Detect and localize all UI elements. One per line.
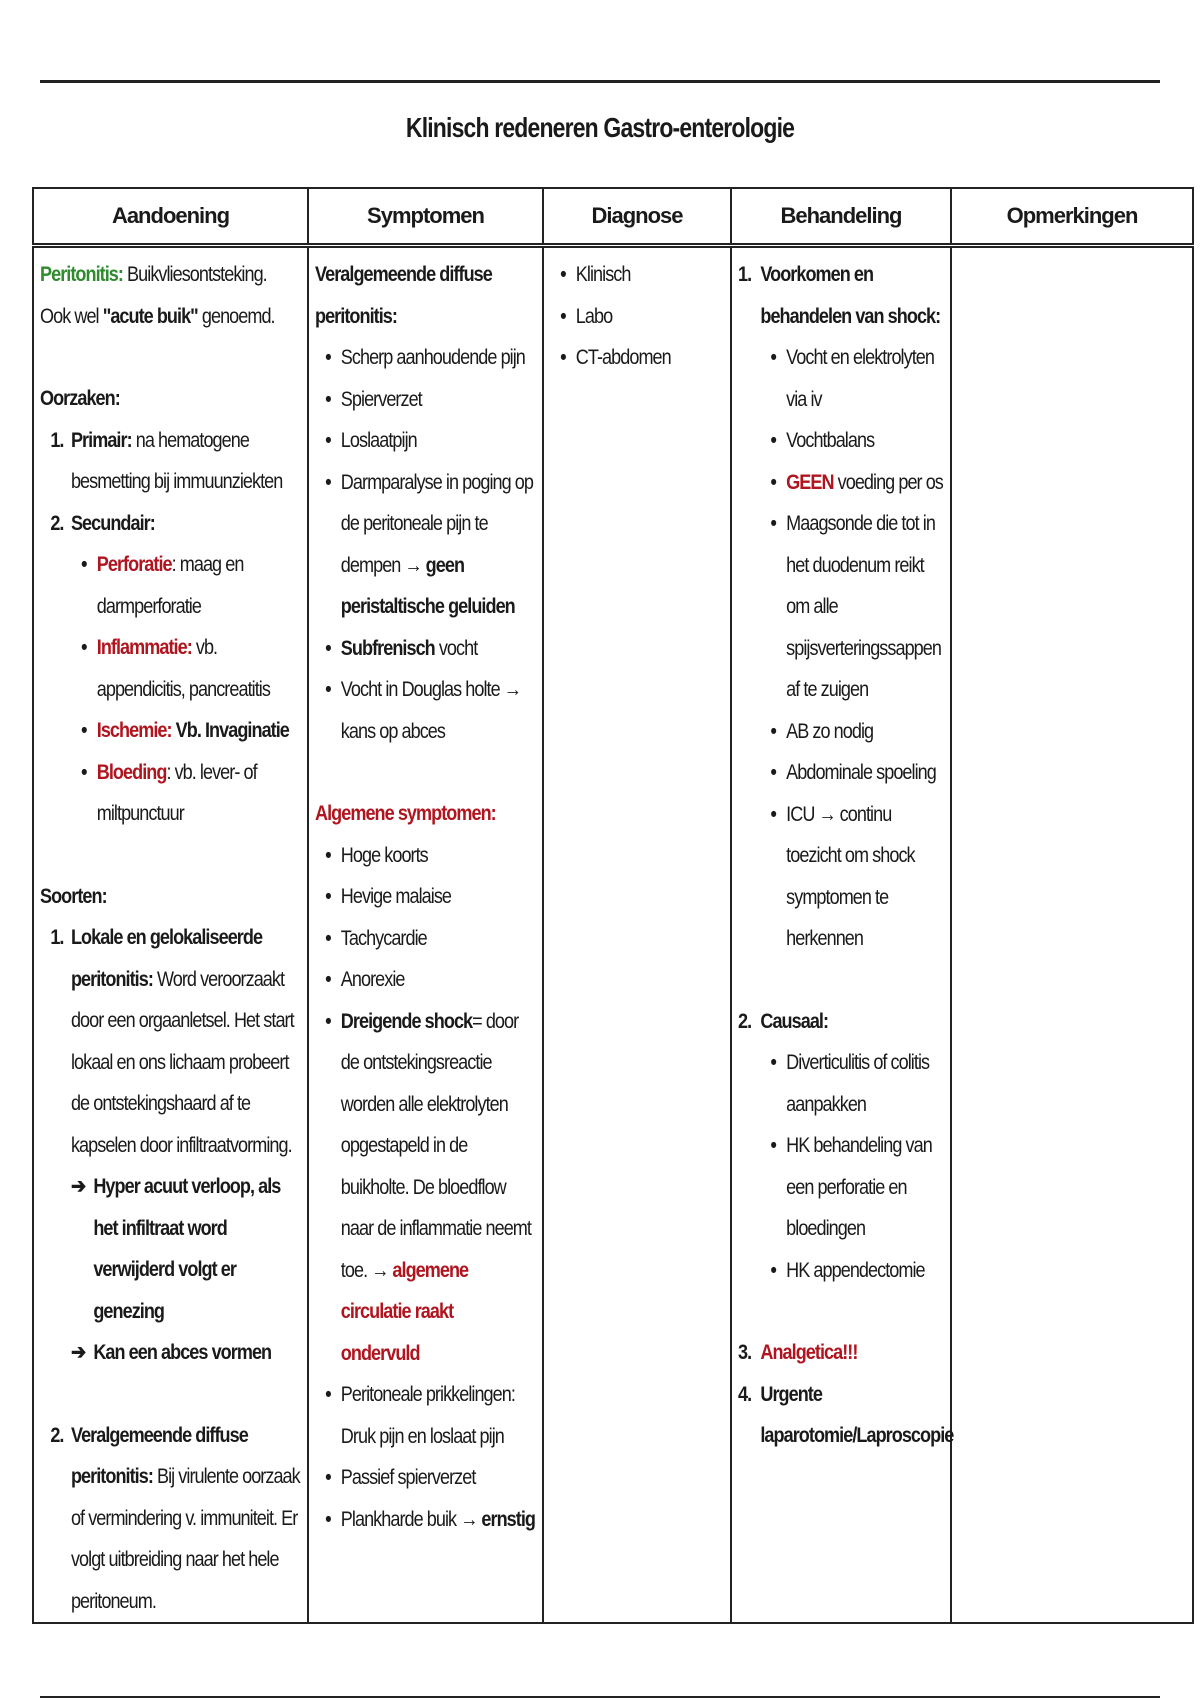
condition-term: Peritonitis: [40,263,123,286]
soorten-heading: Soorten: [40,884,107,908]
arrow-icon: ➔ [70,1341,86,1364]
list-item: • HK appendectomie [760,1250,943,1292]
col-header-diagnose: Diagnose [543,188,731,246]
page-title: Klinisch redeneren Gastro-enterologie [405,112,795,143]
bullet-icon: • [770,719,776,743]
list-item: • Subfrenisch vocht [315,628,535,670]
col-header-behandeling: Behandeling [731,188,951,246]
list-item: • Spierverzet [315,379,535,421]
clinical-table [32,187,1194,1624]
list-item: • Diverticulitis of colitis aanpakken [760,1042,943,1125]
bullet-icon: • [770,1051,776,1074]
list-item: 1. Lokale en gelokaliseerde peritonitis: Word veroorzaakt door een orgaanletsel. Het start lokaal en ons lichaam probeert de ontstekingshaard af te kapselen door infiltraatvorming. [50,926,294,1157]
bullet-icon: • [770,429,776,452]
list-item: • Vocht in Douglas holte → kans op abces [315,669,535,752]
bullet-icon: • [325,1009,331,1033]
bullet-icon: • [325,429,331,452]
bullet-icon: • [325,636,331,660]
bullet-icon: • [325,387,331,411]
bullet-icon: • [325,1383,331,1406]
bullet-icon: • [770,761,776,784]
bullet-icon: • [81,553,87,576]
list-item: • ICU → continu toezicht om shock symptomen te herkennen [760,794,943,960]
list-item: 1. Voorkomen en behandelen van shock: [738,263,941,328]
table-row [33,246,1193,1624]
bullet-icon: • [325,885,331,908]
bullet-icon: • [325,1507,331,1531]
bullet-icon: • [325,346,331,369]
cell-diagnose [543,246,731,1624]
list-item: • GEEN voeding per os [760,462,943,504]
top-rule [40,80,1160,83]
list-item: 3. Analgetica!!! [738,1341,858,1364]
list-item: • Tachycardie [315,918,535,960]
list-item: 2. Causaal: [738,1009,829,1033]
list-item: • Klinisch [550,254,724,296]
list-item: • Inflammatie: vb. appendicitis, pancreatitis [71,627,300,710]
list-item: 2. Secundair: [50,511,155,535]
list-item: • Anorexie [315,959,535,1001]
bullet-icon: • [770,470,776,494]
bullet-icon: • [770,512,776,535]
list-item: • CT-abdomen [550,337,724,379]
bullet-icon: • [325,1466,331,1489]
list-item: • Maagsonde die tot in het duodenum reikt om alle spijsverteringssappen af te zuigen [760,503,943,711]
cell-aandoening [33,246,308,1624]
list-item: • Hoge koorts [315,835,535,877]
list-item: • Vochtbalans [760,420,943,462]
list-item: ➔ Hyper acuut verloop, als het infiltraat word verwijderd volgt er genezing [71,1166,300,1332]
bullet-icon: • [560,346,566,369]
bullet-icon: • [770,1134,776,1157]
list-item: • Ischemie: Vb. Invaginatie [71,710,300,752]
bullet-icon: • [560,263,566,286]
bullet-icon: • [770,1258,776,1282]
list-item: • Perforatie: maag en darmperforatie [71,544,300,627]
list-item: ➔ Kan een abces vormen [71,1332,300,1374]
bullet-icon: • [325,926,331,950]
list-item: • Plankharde buik → ernstig [315,1499,535,1541]
arrow-icon: ➔ [70,1175,86,1198]
cell-symptomen [308,246,543,1624]
definition: Peritonitis: Buikvliesontsteking. Ook wel "acute buik" genoemd. [40,263,275,328]
bullet-icon: • [325,843,331,867]
col-header-aandoening: Aandoening [33,188,308,246]
bullet-icon: • [770,346,776,369]
algemeen-heading: Algemene symptomen: [315,802,496,825]
bullet-icon: • [560,304,566,328]
list-item: • Hevige malaise [315,876,535,918]
cell-opmerkingen [951,246,1193,1624]
list-item: • Bloeding: vb. lever- of miltpunctuur [71,752,300,835]
list-item: • Dreigende shock= door de ontstekingsreactie worden alle elektrolyten opgestapeld in de buikholte. De bloedflow naar de inflammatie neemt toe. → algemene circulatie raakt ondervuld [315,1001,535,1375]
bullet-icon: • [81,760,87,784]
bullet-icon: • [81,719,87,742]
list-item: • Passief spierverzet [315,1457,535,1499]
symptomen-heading: Veralgemeende diffuse peritonitis: [315,263,492,328]
oorzaken-heading: Oorzaken: [40,387,120,410]
list-item: 1. Primair: na hematogene besmetting bij immuunziekten [50,428,283,493]
bullet-icon: • [325,968,331,991]
col-header-opmerkingen: Opmerkingen [951,188,1193,246]
list-item: • Scherp aanhoudende pijn [315,337,535,379]
bullet-icon: • [325,678,331,701]
header-row [33,188,1193,246]
bullet-icon: • [81,636,87,659]
list-item: • Darmparalyse in poging op de peritoneale pijn te dempen → geen peristaltische geluiden [315,462,535,628]
list-item: • Labo [550,296,724,338]
list-item: • Vocht en elektrolyten via iv [760,337,943,420]
list-item: • AB zo nodig [760,711,943,753]
list-item: • HK behandeling van een perforatie en bloedingen [760,1125,943,1250]
bullet-icon: • [325,470,331,494]
list-item: • Loslaatpijn [315,420,535,462]
list-item: 2. Veralgemeende diffuse peritonitis: Bij virulente oorzaak of vermindering v. immuniteit. Er volgt uitbreiding naar het hele peritoneum. [50,1423,300,1613]
col-header-symptomen: Symptomen [308,188,543,246]
list-item: • Peritoneale prikkelingen: Druk pijn en loslaat pijn [315,1374,535,1457]
cell-behandeling [731,246,954,1624]
list-item: • Abdominale spoeling [760,752,943,794]
bottom-rule [40,1696,1160,1698]
bullet-icon: • [770,802,776,826]
list-item: 4. Urgente laparotomie/Laproscopie [738,1382,954,1447]
